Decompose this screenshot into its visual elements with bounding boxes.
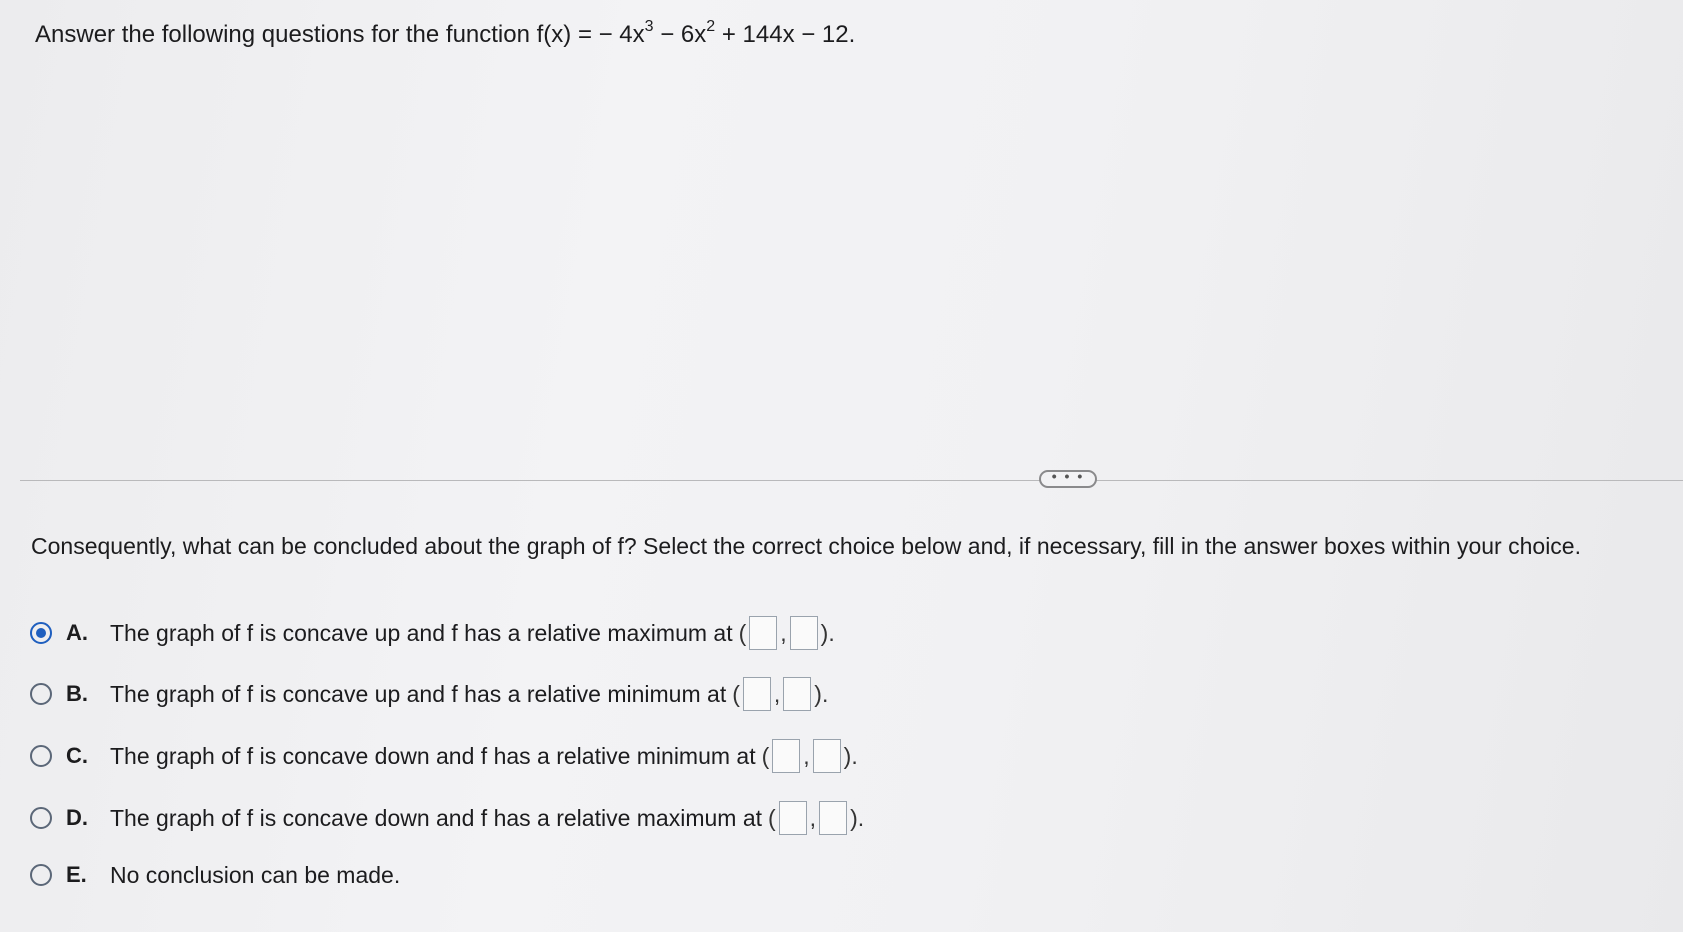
comma: , xyxy=(803,742,810,769)
question-prefix: Answer the following questions for the function f(x) = − 4x xyxy=(35,21,645,48)
answer-box-y[interactable] xyxy=(790,616,818,650)
choice-text: The graph of f is concave down and f has a relative maximum at xyxy=(110,804,762,831)
answer-box-x[interactable] xyxy=(749,616,777,650)
radio-e[interactable] xyxy=(30,864,52,886)
radio-a-selected[interactable] xyxy=(30,622,52,644)
choice-b[interactable] xyxy=(30,677,828,711)
answer-box-x[interactable] xyxy=(779,801,807,835)
choice-d[interactable] xyxy=(30,801,864,835)
prompt-text: Consequently, what can be concluded about the graph of f? Select the correct choice below and, if necessary, fill in the answer boxes within your choice. xyxy=(31,533,1581,559)
radio-d[interactable] xyxy=(30,807,52,829)
paren-close: ). xyxy=(820,619,835,646)
choice-letter: A. xyxy=(66,620,88,645)
choice-c[interactable] xyxy=(30,739,858,773)
answer-box-y[interactable] xyxy=(819,801,847,835)
choice-a[interactable] xyxy=(30,616,835,650)
choice-text: No conclusion can be made. xyxy=(110,861,401,888)
answer-box-y[interactable] xyxy=(813,739,841,773)
section-divider xyxy=(20,480,1683,481)
choice-letter: D. xyxy=(66,805,88,830)
question-suffix: + 144x − 12. xyxy=(715,21,856,48)
paren-open: ( xyxy=(738,619,747,646)
paren-open: ( xyxy=(768,804,776,831)
radio-c[interactable] xyxy=(30,745,52,767)
choice-letter: C. xyxy=(66,743,88,768)
exponent-2: 2 xyxy=(706,18,716,35)
comma: , xyxy=(809,804,817,831)
paren-close: ). xyxy=(843,742,858,769)
choice-text: The graph of f is concave up and f has a relative minimum at xyxy=(110,680,727,707)
paren-open: ( xyxy=(761,742,770,769)
choice-text: The graph of f is concave down and f has a relative minimum at xyxy=(110,742,756,769)
comma: , xyxy=(780,619,787,646)
comma: , xyxy=(773,680,781,707)
choice-letter: B. xyxy=(66,681,88,706)
paren-close: ). xyxy=(850,804,865,831)
expand-more-button[interactable]: • • • xyxy=(1039,470,1097,488)
choice-e[interactable] xyxy=(30,858,400,892)
question-mid: − 6x xyxy=(653,21,707,48)
choice-letter: E. xyxy=(66,862,87,887)
paren-open: ( xyxy=(732,680,740,707)
choice-text: The graph of f is concave up and f has a relative maximum at xyxy=(110,619,733,646)
answer-box-y[interactable] xyxy=(783,677,811,711)
paren-close: ). xyxy=(814,680,829,707)
exponent-3: 3 xyxy=(644,18,654,35)
answer-box-x[interactable] xyxy=(772,739,800,773)
question-text xyxy=(35,20,855,49)
radio-b[interactable] xyxy=(30,683,52,705)
answer-box-x[interactable] xyxy=(743,677,771,711)
